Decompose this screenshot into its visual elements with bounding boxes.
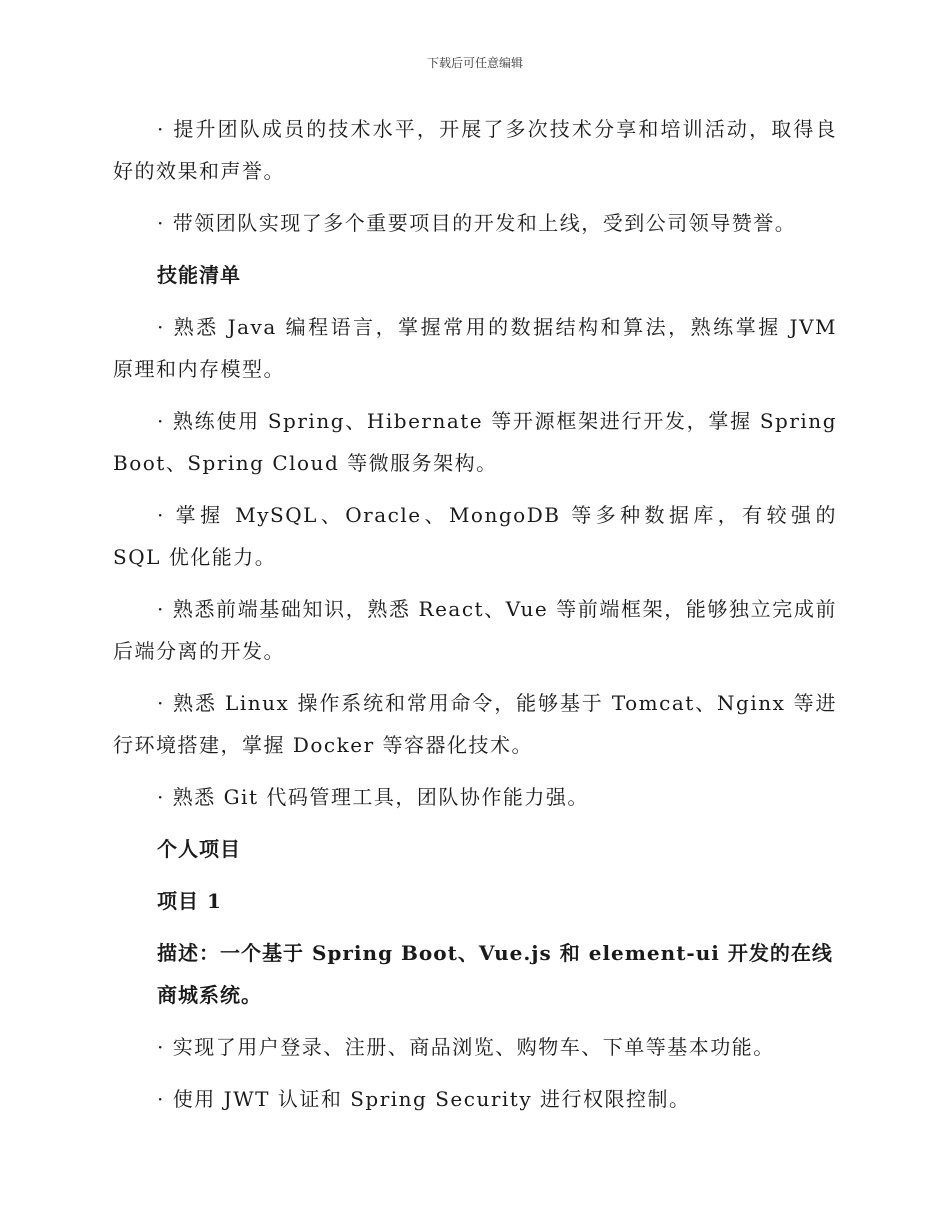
paragraph: · 熟悉 Git 代码管理工具，团队协作能力强。 [157,785,589,809]
paragraph: · 熟悉前端基础知识，熟悉 React、Vue 等前端框架，能够独立完成前后端分离的开发。 [113,597,837,663]
document-body [113,108,837,1130]
paragraph: · 实现了用户登录、注册、商品浏览、购物车、下单等基本功能。 [157,1035,775,1059]
paragraph: · 熟练使用 Spring、Hibernate 等开源框架进行开发，掌握 Spring Boot、Spring Cloud 等微服务架构。 [113,409,837,475]
paragraph: · 熟悉 Java 编程语言，掌握常用的数据结构和算法，熟练掌握 JVM 原理和内存模型。 [113,315,837,381]
paragraph: · 熟悉 Linux 操作系统和常用命令，能够基于 Tomcat、Nginx 等进行环境搭建，掌握 Docker 等容器化技术。 [113,691,837,757]
paragraph: · 使用 JWT 认证和 Spring Security 进行权限控制。 [157,1087,691,1111]
paragraph: · 带领团队实现了多个重要项目的开发和上线，受到公司领导赞誉。 [157,211,797,235]
paragraph: · 掌握 MySQL、Oracle、MongoDB 等多种数据库，有较强的 SQL 优化能力。 [113,503,837,569]
project-description: 描述：一个基于 Spring Boot、Vue.js 和 element-ui 开发的在线商城系统。 [157,941,833,1007]
paragraph: · 提升团队成员的技术水平，开展了多次技术分享和培训活动，取得良好的效果和声誉。 [113,117,837,183]
page-header: 下载后可任意编辑 [426,56,523,70]
section-heading-projects: 个人项目 [157,837,241,861]
section-heading-skills: 技能清单 [157,263,241,287]
project-title: 项目 1 [157,889,222,913]
